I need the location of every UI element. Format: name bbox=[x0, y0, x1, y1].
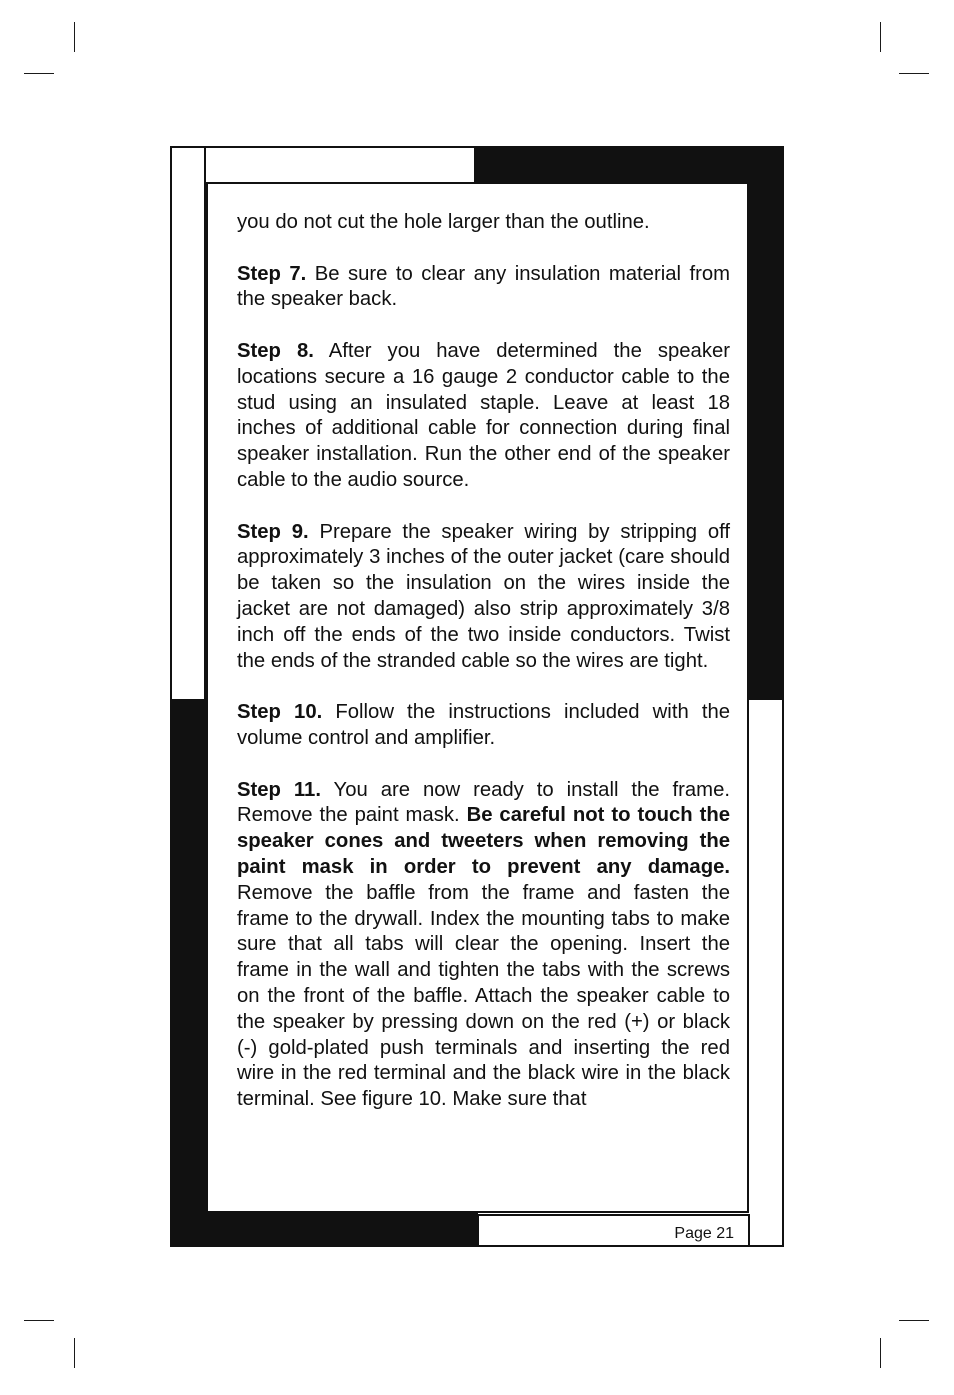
page-number: Page 21 bbox=[674, 1225, 734, 1242]
step-9-paragraph bbox=[237, 520, 730, 675]
left-lower-band bbox=[172, 699, 206, 1245]
content-box bbox=[206, 182, 749, 1213]
bottom-left-band bbox=[172, 1213, 478, 1245]
warning-text: Be careful not to touch the speaker cones and tweeters when removing the paint mask in order to prevent any damage. bbox=[237, 804, 731, 878]
footer-box bbox=[477, 1214, 750, 1247]
continuation-paragraph: you do not cut the hole larger than the outline. bbox=[237, 211, 650, 233]
step-text: Prepare the speaker wiring by stripping off approximately 3 inches of the outer jacket (care should be taken so the insulation on the wires inside the jacket are not damaged) also strip approximately 3/8 inch off the ends of the two inside conductors. Twist the ends of the stranded cable so the wires are tight. bbox=[237, 520, 731, 672]
right-column-divider bbox=[749, 698, 784, 700]
crop-mark bbox=[880, 22, 881, 52]
step-text: Follow the instructions included with the volume control and amplifier. bbox=[237, 701, 731, 749]
top-box-divider bbox=[474, 148, 476, 182]
step-label: Step 8. bbox=[237, 339, 314, 362]
top-right-band bbox=[476, 148, 784, 182]
crop-mark bbox=[899, 1320, 929, 1321]
step-11-paragraph bbox=[237, 778, 730, 1113]
step-8-paragraph bbox=[237, 339, 730, 494]
crop-mark bbox=[24, 73, 54, 74]
body-text bbox=[237, 210, 730, 1139]
step-text: Remove the baffle from the frame and fasten the frame to the drywall. Index the mounting tabs to make sure that all tabs will clear the opening. Insert the frame in the wall and tighten the tabs with the screws on the front of the baffle. Attach the speaker cable to the speaker by pressing down on the red (+) or black (-) gold-plated push terminals and inserting the red wire in the red terminal and the black wire in the black terminal. See figure 10. Make sure that bbox=[237, 881, 730, 1111]
crop-mark bbox=[880, 1338, 881, 1368]
step-text: After you have determined the speaker locations secure a 16 gauge 2 conductor cable to the stud using an insulated staple. Leave at least 18 inches of additional cable for connection during final speaker installation. Run the other end of the speaker cable to the audio source. bbox=[237, 339, 731, 491]
crop-mark bbox=[74, 22, 75, 52]
page-frame bbox=[170, 146, 784, 1247]
step-label: Step 11. bbox=[237, 778, 321, 801]
crop-mark bbox=[899, 73, 929, 74]
step-text: Be sure to clear any insulation material from the speaker back. bbox=[237, 262, 731, 311]
step-10-paragraph bbox=[237, 700, 730, 752]
crop-mark bbox=[74, 1338, 75, 1368]
step-text: You are now ready to install the frame. Remove the paint mask. bbox=[237, 778, 730, 827]
crop-mark bbox=[24, 1320, 54, 1321]
step-label: Step 7. bbox=[237, 262, 307, 285]
right-upper-band bbox=[749, 148, 784, 698]
step-label: Step 9. bbox=[237, 520, 309, 543]
step-7-paragraph bbox=[237, 262, 730, 314]
step-label: Step 10. bbox=[237, 701, 323, 724]
